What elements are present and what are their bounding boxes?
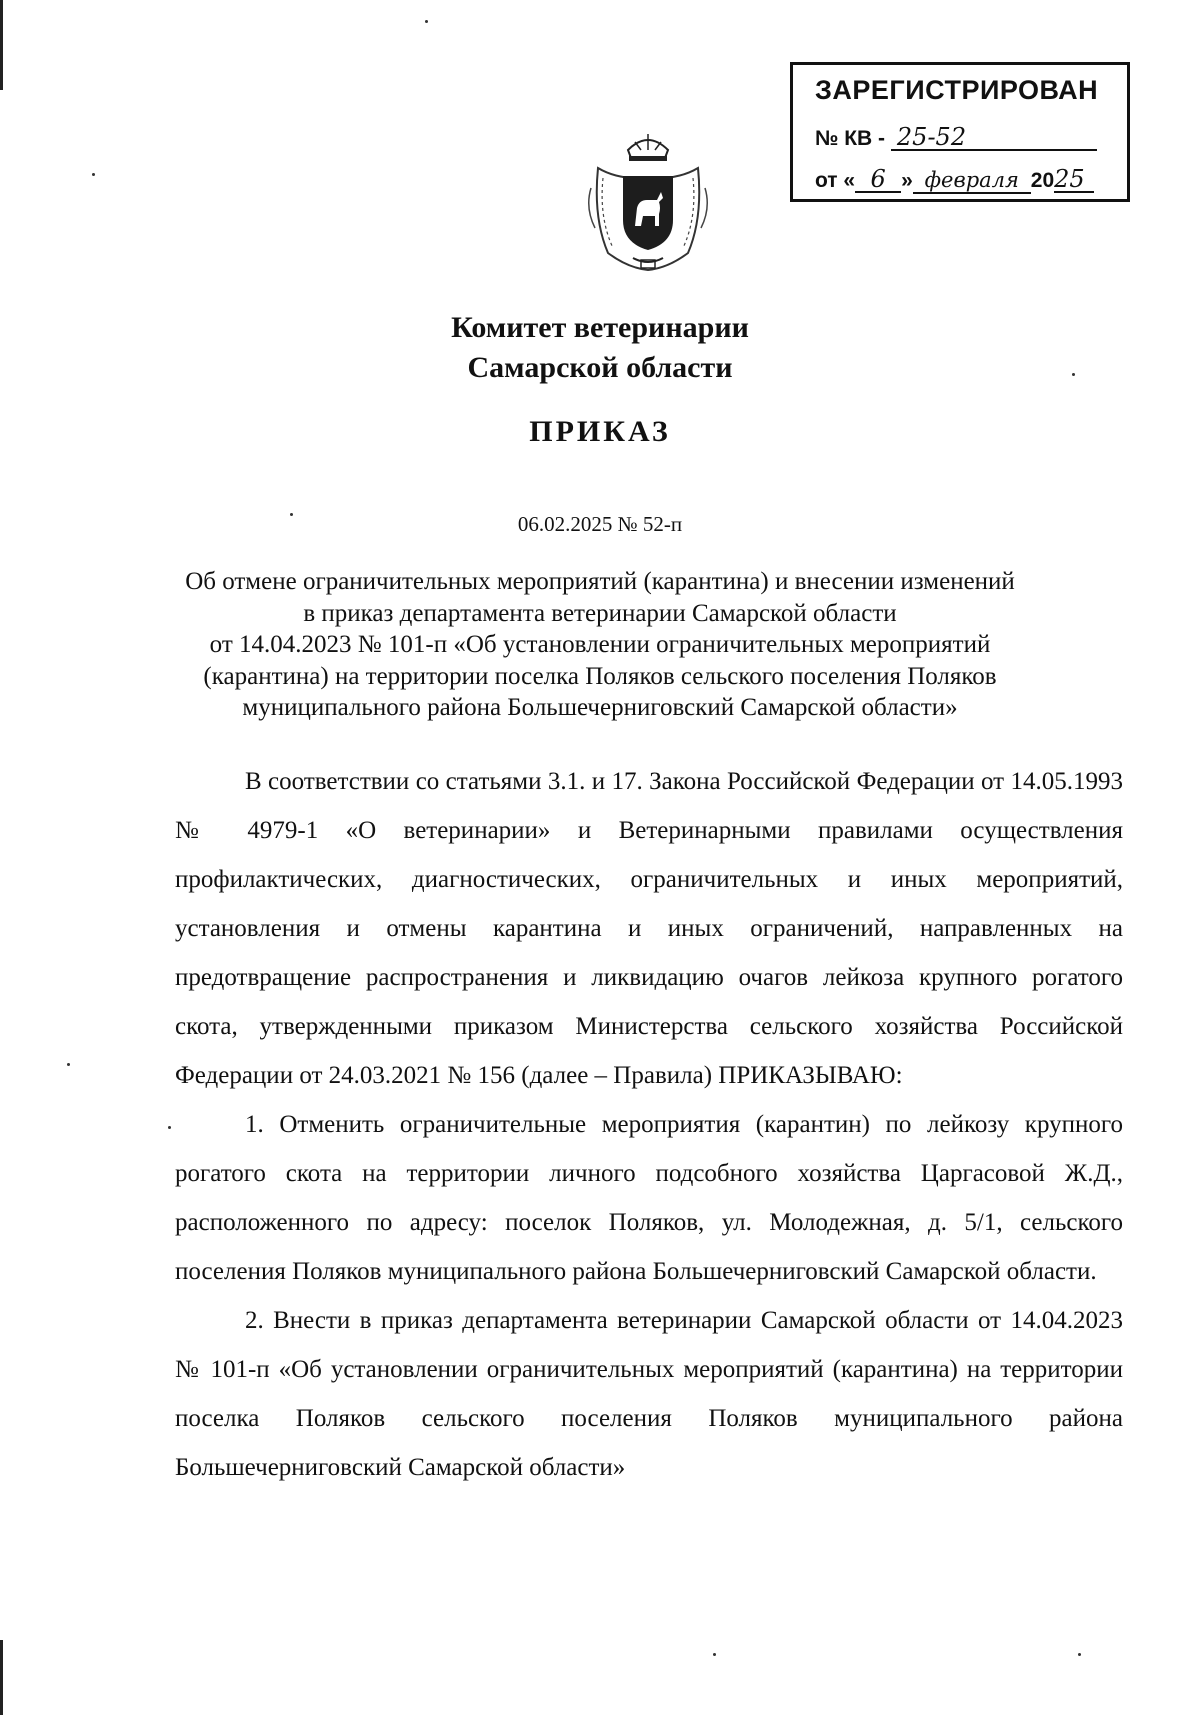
org-line-1: Комитет ветеринарии bbox=[451, 311, 749, 344]
scan-edge-line-top bbox=[0, 0, 3, 90]
scan-speck bbox=[67, 1063, 70, 1066]
stamp-date-day: 6 bbox=[855, 167, 901, 193]
document-subject bbox=[0, 566, 1200, 724]
stamp-date-prefix: от « bbox=[815, 169, 856, 192]
scan-speck bbox=[713, 1653, 716, 1656]
scan-speck bbox=[1078, 1653, 1081, 1656]
subject-line: муниципального района Большечерниговский Самарской области» bbox=[242, 694, 958, 721]
document-body bbox=[175, 757, 1123, 1492]
stamp-date-row bbox=[815, 167, 1094, 194]
stamp-kv-handwritten: 25-52 bbox=[891, 125, 1097, 151]
stamp-title: ЗАРЕГИСТРИРОВАН bbox=[815, 75, 1099, 105]
subject-line: (карантина) на территории поселка Поляков сельского поселения Поляков bbox=[203, 662, 997, 690]
org-line-2: Самарской области bbox=[467, 351, 733, 384]
item-1-paragraph: 1. Отменить ограничительные мероприятия (карантин) по лейкозу крупного рогатого скота на территории личного подсобного хозяйства Царгасовой Ж.Д., расположенного по адресу: поселок Поляков, ул. Молодежная, д. 5/1, сельского поселения Поляков муниципального района Большечерниговский Самарской области. bbox=[175, 1111, 1123, 1285]
scan-edge-line-bottom bbox=[0, 1640, 3, 1715]
stamp-date-year: 25 bbox=[1054, 167, 1094, 193]
document-number: 06.02.2025 № 52-п bbox=[517, 512, 683, 536]
scan-speck bbox=[92, 173, 95, 176]
stamp-date-month: февраля bbox=[913, 168, 1031, 194]
stamp-date-year-prefix: 20 bbox=[1030, 169, 1055, 192]
registration-stamp bbox=[790, 62, 1130, 202]
stamp-kv-row bbox=[815, 125, 1097, 151]
scan-speck bbox=[425, 20, 428, 23]
item-2-paragraph: 2. Внести в приказ департамента ветеринарии Самарской области от 14.04.2023 № 101-п «Об установлении ограничительных мероприятий (карантина) на территории поселка Поляков сельского поселения Поляков муниципального района Большечерниговский Самарской области» bbox=[175, 1307, 1123, 1481]
document-type: ПРИКАЗ bbox=[529, 415, 671, 448]
subject-line: Об отмене ограничительных мероприятий (карантина) и внесении изменений bbox=[185, 568, 1015, 595]
subject-line: от 14.04.2023 № 101-п «Об установлении ограничительных мероприятий bbox=[209, 631, 991, 658]
organization-name bbox=[0, 308, 1200, 388]
stamp-kv-prefix: № КВ - bbox=[815, 127, 886, 150]
coat-of-arms-icon bbox=[583, 128, 713, 276]
preamble-paragraph: В соответствии со статьями 3.1. и 17. Закона Российской Федерации от 14.05.1993 № 4979-1 «О ветеринарии» и Ветеринарными правилами осуществления профилактических, диагностических, ограничительных и иных мероприятий, установления и отмены карантина и иных ограничений, направленных на предотвращение распространения и ликвидацию очагов лейкоза крупного рогатого скота, утвержденными приказом Министерства сельского хозяйства Российской Федерации от 24.03.2021 № 156 (далее – Правила) ПРИКАЗЫВАЮ: bbox=[175, 768, 1123, 1089]
subject-line: в приказ департамента ветеринарии Самарской области bbox=[303, 599, 897, 627]
stamp-date-mid: » bbox=[901, 169, 913, 192]
scan-speck bbox=[168, 1126, 171, 1129]
